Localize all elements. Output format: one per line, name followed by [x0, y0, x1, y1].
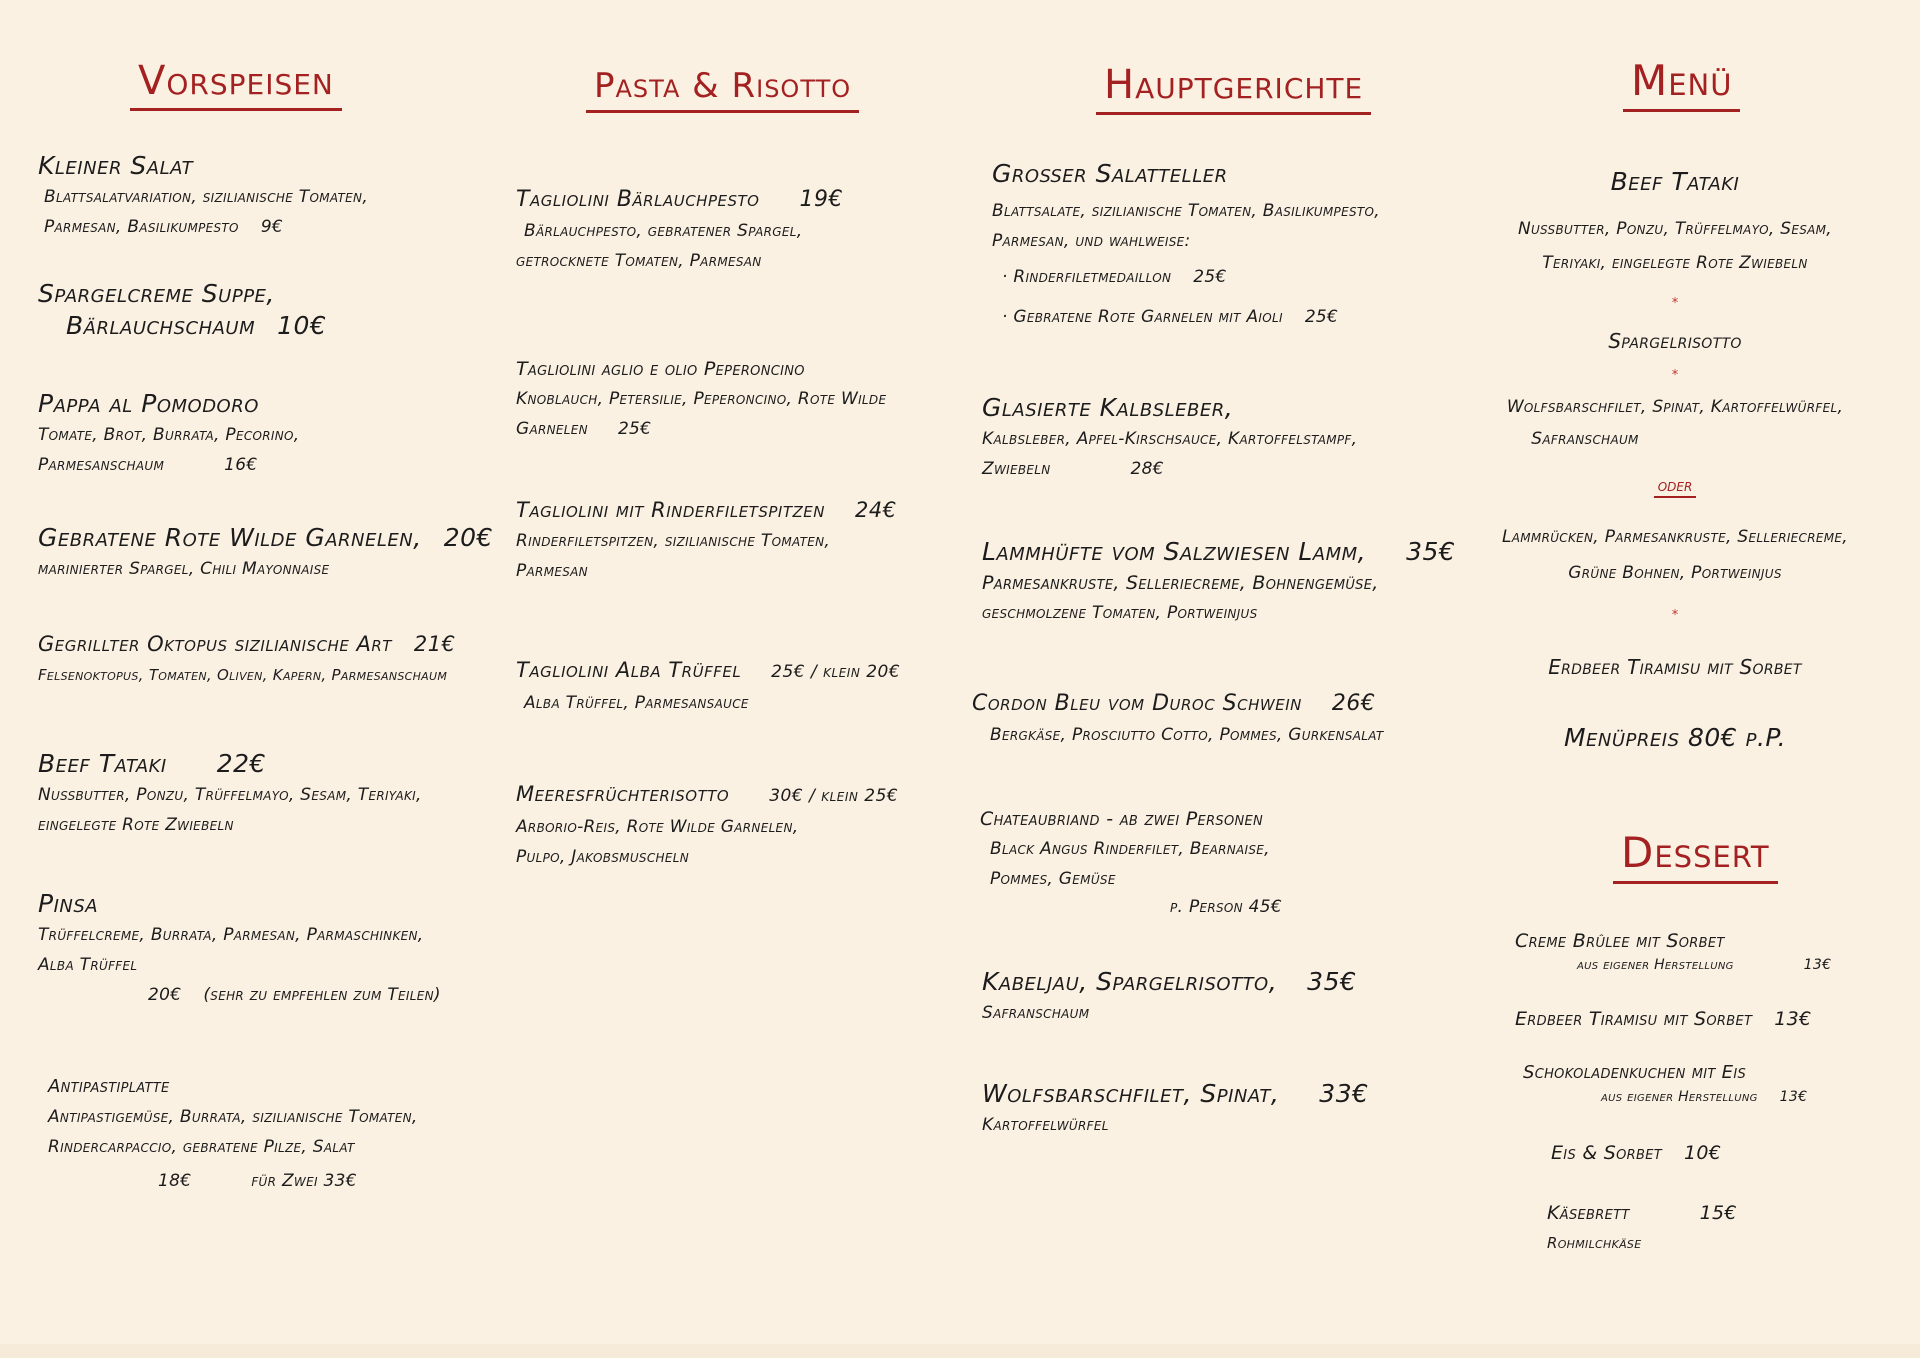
item-price: 24€ — [854, 498, 897, 522]
menu-item — [982, 966, 1356, 1028]
item-desc: Bergkäse, Prosciutto Cotto, Pommes, Gurkensalat — [990, 725, 1384, 745]
item-title: Tagliolini aglio e olio Peperoncino — [516, 358, 805, 380]
separator-star: * — [1671, 296, 1679, 311]
item-option: · Gebratene Rote Garnelen mit Aioli — [1002, 307, 1283, 327]
item-price: 20€ — [443, 523, 493, 552]
item-desc: Arborio-Reis, Rote Wilde Garnelen, — [516, 817, 799, 837]
item-desc: Knoblauch, Petersilie, Peperoncino, Rote Wilde — [516, 389, 887, 409]
item-desc: Rindercarpaccio, gebratene Pilze, Salat — [48, 1137, 355, 1157]
menu-course-1: Beef Tataki — [1610, 167, 1740, 196]
item-desc: Parmesan — [516, 561, 588, 581]
item-desc: Felsenoktopus, Tomaten, Oliven, Kapern, Parmesanschaum — [38, 666, 448, 684]
menu-course-3-desc: Wolfsbarschfilet, Spinat, Kartoffelwürfel, — [1506, 397, 1844, 417]
item-price: 25€ — [1304, 307, 1339, 327]
item-desc: Parmesanschaum — [38, 455, 165, 475]
item-title: Pinsa — [38, 889, 99, 918]
item-price: 16€ — [224, 455, 258, 475]
item-desc: Parmesan, und wahlweise: — [992, 231, 1191, 251]
menu-item — [982, 536, 1455, 628]
item-title: Käsebrett — [1547, 1202, 1630, 1224]
item-desc: Garnelen — [516, 419, 588, 439]
item-title: Meeresfrüchterisotto — [516, 782, 730, 806]
item-price: 13€ — [1803, 957, 1832, 973]
item-title: Chateaubriand - ab zwei Personen — [980, 808, 1264, 830]
item-title: Kabeljau, Spargelrisotto, — [982, 967, 1278, 996]
item-desc: Alba Trüffel, Parmesansauce — [524, 693, 749, 713]
menu-item — [1523, 1058, 1807, 1106]
menu-course-4: Erdbeer Tiramisu mit Sorbet — [1548, 655, 1802, 679]
item-sub: aus eigener Herstellung — [1601, 1089, 1758, 1105]
item-price: 26€ — [1331, 691, 1376, 716]
item-sub: aus eigener Herstellung — [1577, 957, 1734, 973]
menu-course-1-desc: Teriyaki, eingelegte Rote Zwiebeln — [1542, 253, 1808, 273]
item-title: Großer Salatteller — [992, 159, 1228, 188]
item-price: 10€ — [1684, 1142, 1722, 1164]
item-title-cont: Bärlauchschaum — [66, 311, 256, 340]
item-price: 13€ — [1774, 1008, 1812, 1030]
item-price: 21€ — [413, 632, 456, 656]
heading-menu: Menü — [1623, 56, 1740, 112]
separator-star: * — [1671, 368, 1679, 383]
item-desc: Zwiebeln — [982, 459, 1051, 479]
item-title: Kleiner Salat — [38, 151, 194, 180]
item-desc: Parmesankruste, Selleriecreme, Bohnengemüse, — [982, 572, 1379, 594]
item-price: 22€ — [216, 749, 266, 778]
menu-course-2: Spargelrisotto — [1608, 329, 1742, 353]
item-desc: Blattsalate, sizilianische Tomaten, Basilikumpesto, — [992, 201, 1380, 221]
item-price: 35€ — [1406, 537, 1456, 566]
item-title: Schokoladenkuchen mit Eis — [1523, 1062, 1746, 1083]
item-option: · Rinderfiletmedaillon — [1002, 267, 1172, 287]
separator-star: * — [1671, 608, 1679, 623]
item-price: 10€ — [277, 311, 327, 340]
item-sub: Rohmilchkäse — [1547, 1234, 1642, 1252]
heading-vorspeisen: Vorspeisen — [130, 58, 342, 111]
menu-item — [516, 654, 900, 718]
item-desc: Nussbutter, Ponzu, Trüffelmayo, Sesam, Teriyaki, — [38, 785, 422, 805]
item-price: 19€ — [799, 187, 843, 212]
item-desc: Parmesan, Basilikumpesto — [44, 217, 239, 237]
item-desc: Rinderfiletspitzen, sizilianische Tomaten, — [516, 531, 831, 551]
menu-item — [992, 158, 1380, 332]
column-pasta — [510, 0, 940, 1358]
item-title: Wolfsbarschfilet, Spinat, — [982, 1079, 1280, 1108]
menu-item — [38, 278, 326, 342]
item-title: Tagliolini Bärlauchpesto — [516, 187, 760, 212]
menu-item — [516, 354, 886, 444]
menu-course-3b-desc: Lammrücken, Parmesankruste, Selleriecreme, — [1501, 527, 1848, 547]
item-desc: Alba Trüffel — [38, 955, 138, 975]
item-title: Gebratene Rote Wilde Garnelen, — [38, 523, 422, 552]
menu-item — [38, 888, 441, 1010]
item-desc: Pulpo, Jakobsmuscheln — [516, 847, 689, 867]
oder-label: oder — [1654, 476, 1697, 498]
item-title: Creme Brûlee mit Sorbet — [1515, 930, 1725, 952]
item-price: 28€ — [1130, 459, 1164, 479]
item-title: Spargelcreme Suppe, — [38, 279, 275, 308]
item-price: 9€ — [260, 217, 284, 237]
item-price: 20€ — [148, 985, 182, 1005]
item-desc: Antipastigemüse, Burrata, sizilianische Tomaten, — [48, 1107, 418, 1127]
item-price: 25€ / klein 20€ — [771, 662, 901, 682]
item-desc: Pommes, Gemüse — [990, 869, 1116, 889]
item-title: Tagliolini mit Rinderfiletspitzen — [516, 498, 825, 522]
item-price: 18€ — [158, 1171, 192, 1191]
item-title: Pappa al Pomodoro — [38, 389, 259, 418]
menu-course-3-desc: Safranschaum — [1531, 429, 1639, 449]
menu-item — [980, 804, 1282, 920]
item-desc: Trüffelcreme, Burrata, Parmesan, Parmaschinken, — [38, 925, 424, 945]
item-price: 15€ — [1699, 1202, 1737, 1224]
item-desc: Blattsalatvariation, sizilianische Tomaten, — [44, 187, 369, 207]
item-price: 35€ — [1307, 967, 1357, 996]
item-desc: getrocknete Tomaten, Parmesan — [516, 251, 762, 271]
menu-item — [38, 628, 456, 690]
item-price: 13€ — [1779, 1089, 1808, 1105]
item-title: Tagliolini Alba Trüffel — [516, 658, 742, 682]
item-title: Eis & Sorbet — [1551, 1142, 1662, 1164]
item-price: 25€ — [1193, 267, 1227, 287]
item-desc: Safranschaum — [982, 1003, 1090, 1023]
column-menu — [1455, 0, 1895, 1358]
item-note: für Zwei 33€ — [251, 1171, 357, 1191]
heading-dessert: Dessert — [1613, 828, 1778, 884]
menu-item — [972, 688, 1383, 750]
menu-item — [1547, 1198, 1737, 1258]
menu-course-1-desc: Nussbutter, Ponzu, Trüffelmayo, Sesam, — [1517, 219, 1833, 239]
item-title: Lammhüfte vom Salzwiesen Lamm, — [982, 537, 1367, 566]
item-desc: eingelegte Rote Zwiebeln — [38, 815, 234, 835]
item-title: Erdbeer Tiramisu mit Sorbet — [1515, 1008, 1753, 1030]
heading-pasta: Pasta & Risotto — [586, 66, 859, 113]
item-title: Cordon Bleu vom Duroc Schwein — [972, 691, 1302, 716]
item-desc: Bärlauchpesto, gebratener Spargel, — [524, 221, 803, 241]
heading-hauptgerichte: Hauptgerichte — [1096, 62, 1371, 115]
item-desc: geschmolzene Tomaten, Portweinjus — [982, 603, 1258, 623]
item-note: (sehr zu empfehlen zum Teilen) — [203, 985, 441, 1005]
menu-item — [516, 494, 897, 586]
item-price: 25€ — [617, 419, 652, 439]
menu-item — [1515, 926, 1831, 974]
item-desc: Kalbsleber, Apfel-Kirschsauce, Kartoffelstampf, — [982, 429, 1358, 449]
item-price: 33€ — [1319, 1079, 1369, 1108]
menu-item — [38, 522, 493, 584]
item-title: Gegrillter Oktopus sizilianische Art — [38, 632, 392, 656]
item-title: Glasierte Kalbsleber, — [982, 393, 1234, 422]
menu-item — [1551, 1138, 1721, 1168]
menu-price: Menüpreis 80€ p.P. — [1563, 723, 1787, 752]
menu-course-3b-desc: Grüne Bohnen, Portweinjus — [1568, 563, 1782, 583]
item-desc: Tomate, Brot, Burrata, Pecorino, — [38, 425, 300, 445]
item-desc: marinierter Spargel, Chili Mayonnaise — [38, 559, 330, 579]
column-hauptgerichte — [970, 0, 1456, 1358]
menu-item — [38, 388, 300, 480]
item-price: p. Person 45€ — [1170, 897, 1283, 917]
item-desc: Kartoffelwürfel — [982, 1115, 1109, 1135]
item-desc: Black Angus Rinderfilet, Bearnaise, — [990, 839, 1270, 859]
menu-item — [516, 184, 843, 276]
menu-item — [38, 748, 422, 840]
menu-item — [38, 150, 368, 242]
item-title: Antipastiplatte — [48, 1076, 170, 1097]
menu-item — [982, 392, 1357, 484]
item-title: Beef Tataki — [38, 749, 167, 778]
menu-item — [516, 778, 898, 872]
item-price: 30€ / klein 25€ — [769, 786, 899, 806]
menu-item — [1515, 1004, 1811, 1034]
column-vorspeisen — [38, 0, 493, 1358]
menu-item — [48, 1072, 418, 1196]
menu-oder — [1455, 476, 1895, 496]
menu-item — [982, 1078, 1369, 1140]
